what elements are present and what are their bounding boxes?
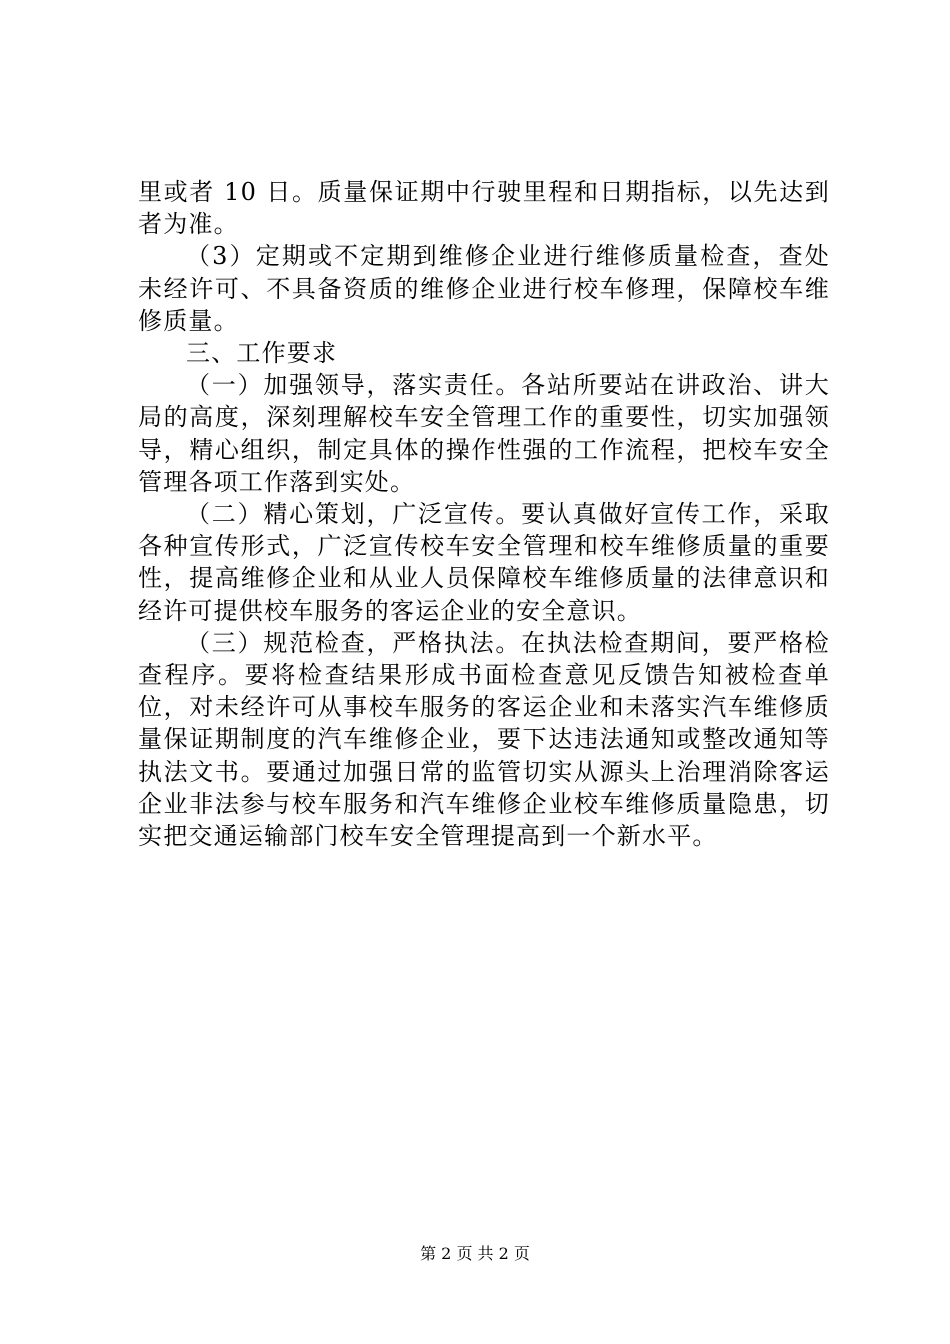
paragraph-item-3: （3）定期或不定期到维修企业进行维修质量检查，查处未经许可、不具备资质的维修企业进行校车修理，保障校车维修质量。 — [138, 242, 830, 335]
paragraph-requirement-3: （三）规范检查，严格执法。在执法检查期间，要严格检查程序。要将检查结果形成书面检查意见反馈告知被检查单位，对未经许可从事校车服务的客运企业和未落实汽车维修质量保证期制度的汽车维修企业，要下达违法通知或整改通知等执法文书。要通过加强日常的监管切实从源头上治理消除客运企业非法参与校车服务和汽车维修企业校车维修质量隐患，切实把交通运输部门校车安全管理提高到一个新水平。 — [138, 628, 830, 851]
page-footer: 第 2 页 共 2 页 — [420, 1244, 530, 1263]
section-heading-work-requirements: 三、工作要求 — [186, 339, 338, 368]
paragraph-requirement-2: （二）精心策划，广泛宣传。要认真做好宣传工作，采取各种宣传形式，广泛宣传校车安全管理和校车维修质量的重要性，提高维修企业和从业人员保障校车维修质量的法律意识和经许可提供校车服务的客运企业的安全意识。 — [138, 500, 830, 625]
paragraph-continuation: 里或者 10 日。质量保证期中行驶里程和日期指标，以先达到者为准。 — [138, 178, 830, 239]
paragraph-requirement-1: （一）加强领导，落实责任。各站所要站在讲政治、讲大局的高度，深刻理解校车安全管理工作的重要性，切实加强领导，精心组织，制定具体的操作性强的工作流程，把校车安全管理各项工作落到实处。 — [138, 371, 830, 496]
document-body — [138, 176, 830, 852]
